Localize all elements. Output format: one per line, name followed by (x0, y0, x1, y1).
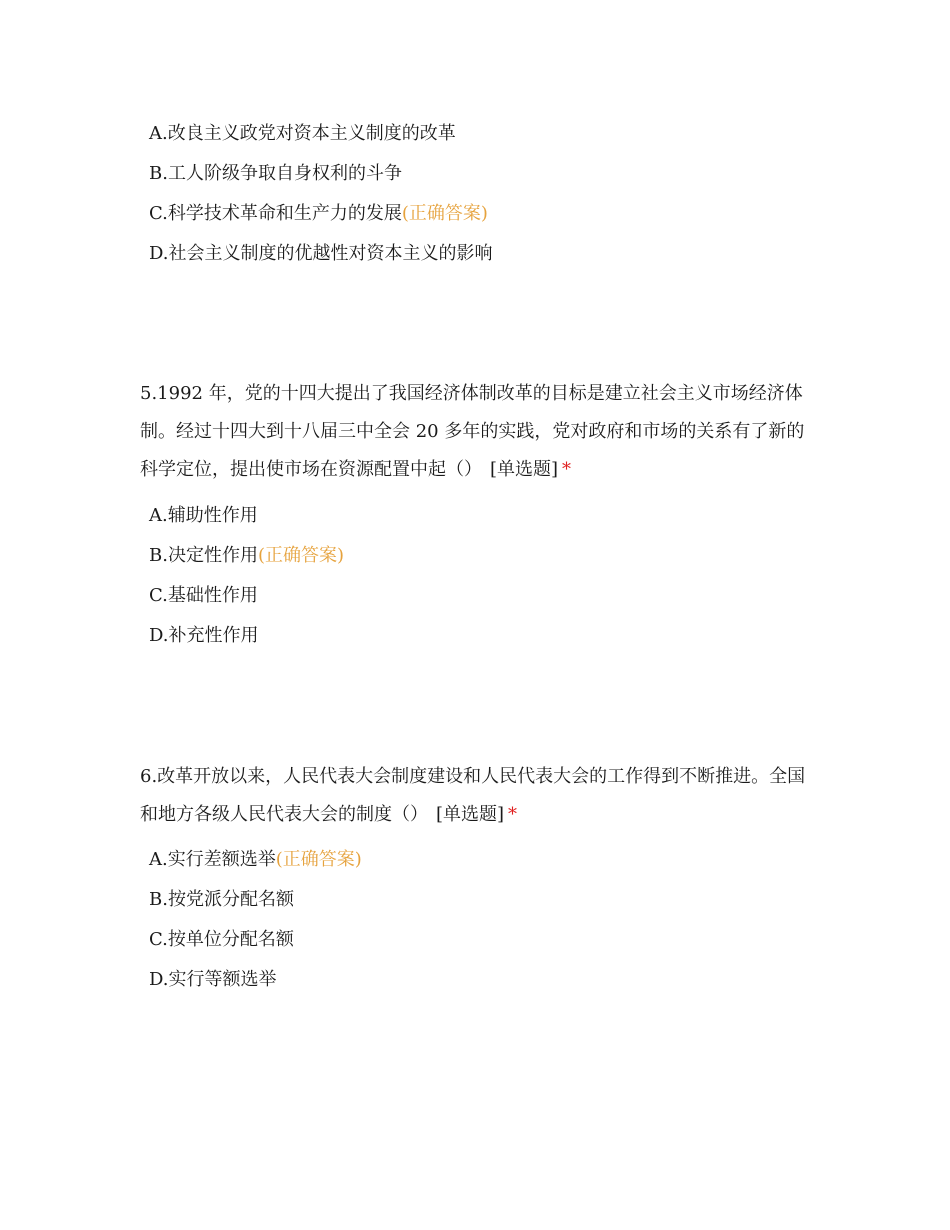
option-label: C.基础性作用 (149, 585, 258, 606)
q6-option-d[interactable] (149, 960, 849, 1000)
q6-option-b[interactable] (149, 880, 849, 920)
option-label: B.工人阶级争取自身权利的斗争 (149, 163, 402, 184)
option-label: D.实行等额选举 (149, 969, 277, 990)
q4-option-b[interactable] (149, 154, 849, 194)
correct-answer-mark: (正确答案) (275, 849, 362, 870)
correct-answer-mark: (正确答案) (401, 203, 488, 224)
q6-option-a[interactable] (149, 840, 849, 880)
q5-option-d[interactable] (149, 616, 849, 656)
q4-option-d[interactable] (149, 234, 849, 274)
option-label: A.辅助性作用 (149, 505, 258, 526)
required-mark: * (562, 459, 572, 480)
q5-option-a[interactable] (149, 496, 849, 536)
q4-options (149, 114, 849, 274)
q6-option-c[interactable] (149, 920, 849, 960)
q5-option-c[interactable] (149, 576, 849, 616)
option-label: B.决定性作用 (149, 545, 258, 566)
q6-options (149, 840, 849, 1000)
question-type: [单选题] (436, 804, 505, 825)
q6-question-text (140, 758, 815, 834)
q4-option-a[interactable] (149, 114, 849, 154)
option-label: D.社会主义制度的优越性对资本主义的影响 (149, 243, 493, 264)
option-label: A.实行差额选举 (149, 849, 276, 870)
option-label: B.按党派分配名额 (149, 889, 294, 910)
question-type: [单选题] (490, 459, 559, 480)
question-stem: 6.改革开放以来，人民代表大会制度建设和人民代表大会的工作得到不断推进。全国和地方各级人民代表大会的制度（） (140, 766, 806, 825)
q4-option-c[interactable] (149, 194, 849, 234)
option-label: D.补充性作用 (149, 625, 259, 646)
required-mark: * (508, 804, 518, 825)
question-stem: 5.1992 年，党的十四大提出了我国经济体制改革的目标是建立社会主义市场经济体制。经过十四大到十八届三中全会 20 多年的实践，党对政府和市场的关系有了新的科学定位，提出使市场在资源配置中起（） (140, 383, 805, 480)
option-label: C.科学技术革命和生产力的发展 (149, 203, 402, 224)
q5-options (149, 496, 849, 656)
q5-option-b[interactable] (149, 536, 849, 576)
option-label: A.改良主义政党对资本主义制度的改革 (149, 123, 456, 144)
option-label: C.按单位分配名额 (149, 929, 294, 950)
correct-answer-mark: (正确答案) (257, 545, 344, 566)
q5-question-text (140, 375, 815, 489)
